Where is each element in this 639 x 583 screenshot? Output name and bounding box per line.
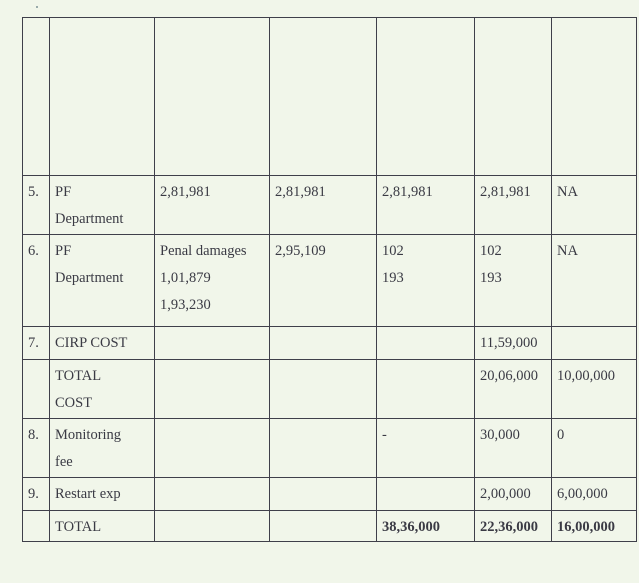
- cell-text-line: TOTAL: [55, 368, 102, 384]
- cell-text-line: 2,00,000: [480, 486, 531, 502]
- cell-text-line: Department: [55, 211, 124, 227]
- amount-cell-c3: [155, 235, 270, 327]
- cell-text-line: Monitoring: [55, 427, 122, 443]
- amount-cell-c4: [270, 511, 377, 542]
- amount-cell-c5: [377, 18, 475, 176]
- amount-cell-c4: [270, 327, 377, 360]
- cell-text-line: 10,00,000: [557, 368, 615, 384]
- cell-text-line: 2,81,981: [382, 184, 433, 200]
- cell-text-line: PF: [55, 184, 72, 200]
- amount-cell-c5: [377, 327, 475, 360]
- amount-cell-c4: [270, 360, 377, 419]
- cell-text-line: CIRP COST: [55, 335, 128, 351]
- scan-speck: [36, 6, 38, 8]
- amount-cell-c6: [475, 419, 552, 478]
- amount-cell-c3: [155, 478, 270, 511]
- serial-number-cell: [23, 360, 50, 419]
- cell-text-line: fee: [55, 454, 73, 470]
- claims-table: [22, 17, 637, 542]
- cell-text-line: COST: [55, 395, 93, 411]
- cell-text-line: 6,00,000: [557, 486, 608, 502]
- amount-cell-c7: [552, 511, 637, 542]
- amount-cell-c7: [552, 176, 637, 235]
- table-row: [23, 176, 637, 235]
- amount-cell-c6: [475, 176, 552, 235]
- cell-text-line: 16,00,000: [557, 519, 615, 535]
- amount-cell-c3: [155, 360, 270, 419]
- particulars-cell: [50, 511, 155, 542]
- amount-cell-c7: [552, 18, 637, 176]
- cell-text-line: 38,36,000: [382, 519, 440, 535]
- particulars-cell: [50, 18, 155, 176]
- amount-cell-c4: [270, 419, 377, 478]
- cell-text-line: 2,81,981: [160, 184, 211, 200]
- serial-number-cell: 6.: [23, 235, 50, 327]
- cell-text-line: PF: [55, 243, 72, 259]
- amount-cell-c5: [377, 176, 475, 235]
- cell-text-line: 2,95,109: [275, 243, 326, 259]
- amount-cell-c7: [552, 419, 637, 478]
- amount-cell-c7: [552, 327, 637, 360]
- cell-text-line: 20,06,000: [480, 368, 538, 384]
- particulars-cell: [50, 176, 155, 235]
- amount-cell-c6: [475, 18, 552, 176]
- amount-cell-c3: [155, 18, 270, 176]
- particulars-cell: [50, 327, 155, 360]
- amount-cell-c7: [552, 360, 637, 419]
- amount-cell-c6: [475, 235, 552, 327]
- serial-number-cell: [23, 18, 50, 176]
- amount-cell-c4: [270, 176, 377, 235]
- cell-text-line: 2,81,981: [275, 184, 326, 200]
- cell-text-line: 11,59,000: [480, 335, 538, 351]
- cell-text-line: 193: [480, 270, 502, 286]
- particulars-cell: [50, 478, 155, 511]
- cell-text-line: 102: [480, 243, 502, 259]
- particulars-cell: [50, 419, 155, 478]
- amount-cell-c5: [377, 235, 475, 327]
- cell-text-line: Restart exp: [55, 486, 121, 502]
- amount-cell-c6: [475, 327, 552, 360]
- table-row: [23, 235, 637, 327]
- amount-cell-c6: [475, 511, 552, 542]
- cell-text-line: TOTAL: [55, 519, 102, 535]
- amount-cell-c7: [552, 478, 637, 511]
- serial-number-cell: [23, 511, 50, 542]
- cell-text-line: 102: [382, 243, 404, 259]
- cell-text-line: 2,81,981: [480, 184, 531, 200]
- table-row: [23, 360, 637, 419]
- amount-cell-c4: [270, 18, 377, 176]
- cell-text-line: NA: [557, 243, 578, 259]
- amount-cell-c5: [377, 419, 475, 478]
- amount-cell-c5: [377, 478, 475, 511]
- serial-number-cell: 9.: [23, 478, 50, 511]
- particulars-cell: [50, 360, 155, 419]
- cell-text-line: 193: [382, 270, 404, 286]
- cell-text-line: 30,000: [480, 427, 520, 443]
- cell-text-line: 22,36,000: [480, 519, 538, 535]
- amount-cell-c7: [552, 235, 637, 327]
- amount-cell-c3: [155, 176, 270, 235]
- table-row: [23, 419, 637, 478]
- serial-number-cell: 8.: [23, 419, 50, 478]
- table-row: [23, 18, 637, 176]
- amount-cell-c4: [270, 235, 377, 327]
- cell-text-line: 0: [557, 427, 565, 443]
- amount-cell-c6: [475, 478, 552, 511]
- amount-cell-c5: [377, 360, 475, 419]
- table-row: [23, 327, 637, 360]
- amount-cell-c5: [377, 511, 475, 542]
- amount-cell-c3: [155, 419, 270, 478]
- serial-number-cell: 5.: [23, 176, 50, 235]
- particulars-cell: [50, 235, 155, 327]
- cell-text-line: NA: [557, 184, 578, 200]
- cell-text-line: -: [382, 427, 387, 443]
- amount-cell-c4: [270, 478, 377, 511]
- cell-text-line: 1,93,230: [160, 297, 211, 313]
- table-row: [23, 511, 637, 542]
- amount-cell-c6: [475, 360, 552, 419]
- cell-text-line: Department: [55, 270, 124, 286]
- serial-number-cell: 7.: [23, 327, 50, 360]
- table-row: [23, 478, 637, 511]
- amount-cell-c3: [155, 327, 270, 360]
- cell-text-line: Penal damages: [160, 243, 247, 259]
- cell-text-line: 1,01,879: [160, 270, 211, 286]
- amount-cell-c3: [155, 511, 270, 542]
